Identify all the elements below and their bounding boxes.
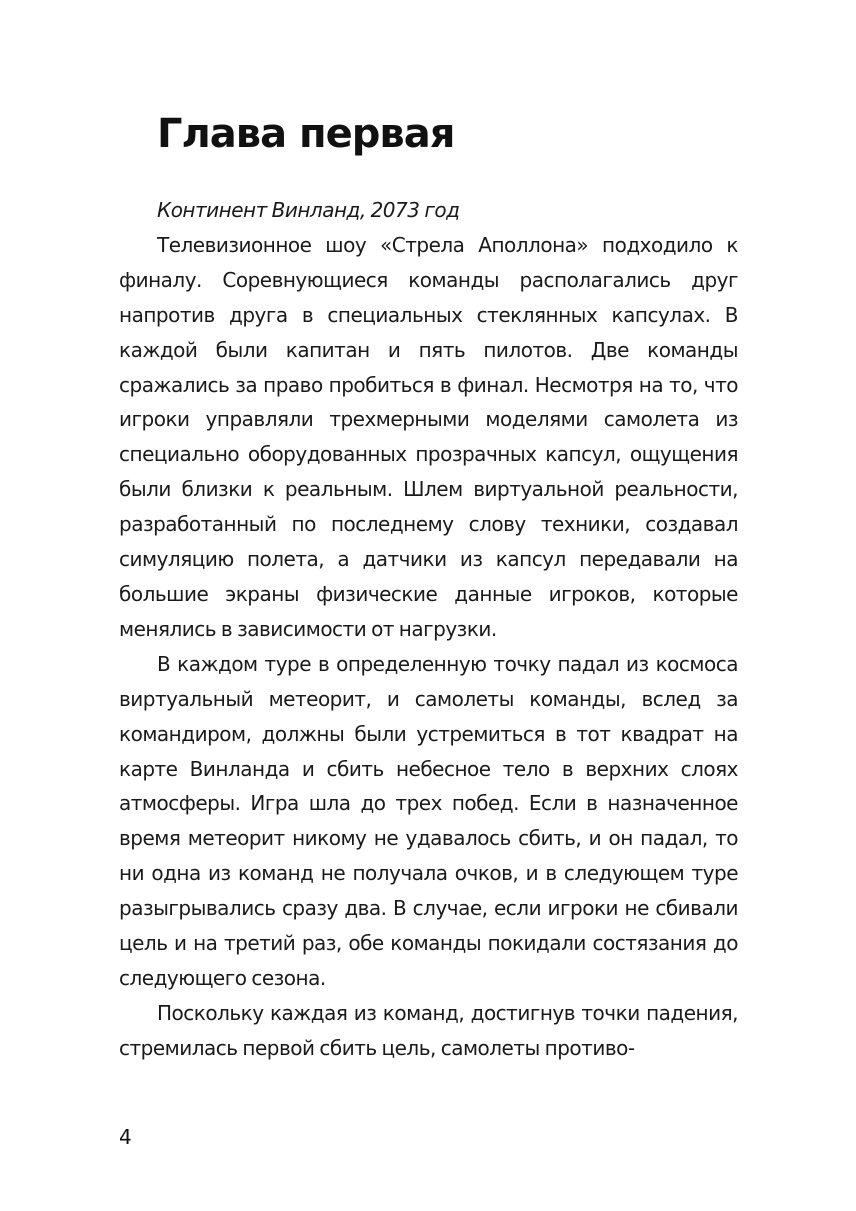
chapter-title: Глава первая: [157, 111, 455, 157]
paragraph-2: В каждом туре в определенную точку падал из космоса виртуальный метеорит, и самолеты команды, вслед за командиром, должны были устремиться в тот квадрат на карте Винланда и сбить небесное тело в верхних слоях атмосферы. Игра шла до трех побед. Если в назначенное время метеорит никому не удавалось сбить, и он падал, то ни одна из команд не получала очков, и в следующем туре разыгрывались сразу два. В случае, если игроки не сбивали цель и на третий раз, обе команды покидали состязания до следующего сезона.: [119, 651, 738, 990]
chapter-body: [119, 193, 738, 1066]
paragraph-1: Телевизионное шоу «Стрела Аполлона» подходило к финалу. Соревнующиеся команды располагались друг напротив друга в специальных стеклянных капсулах. В каждой были капитан и пять пилотов. Две команды сражались за право пробиться в финал. Несмотря на то, что игроки управляли трехмерными моделями самолета из специально оборудованных прозрачных капсул, ощущения были близки к реальным. Шлем виртуальной реальности, разработанный по последнему слову техники, создавал симуляцию полета, а датчики из капсул передавали на большие экраны физические данные игроков, которые менялись в зависимости от нагрузки.: [119, 232, 738, 641]
page-number: 4: [119, 1125, 132, 1149]
paragraph-3: Поскольку каждая из команд, достигнув точки падения, стремилась первой сбить цель, самолеты противо-: [119, 1000, 738, 1060]
dateline: Континент Винланд, 2073 год: [157, 198, 460, 222]
